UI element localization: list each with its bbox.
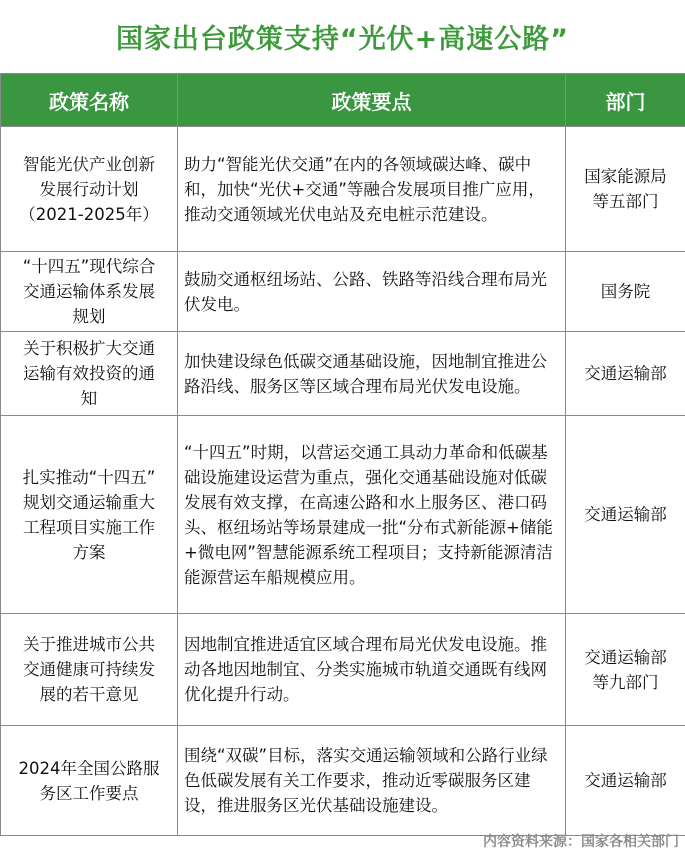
department-cell — [566, 252, 685, 332]
department: 国务院 — [600, 282, 651, 301]
header-policy-name: 政策名称 — [1, 74, 178, 127]
department-cell — [566, 726, 685, 836]
table-header-row — [1, 74, 685, 127]
policy-points-cell — [178, 726, 566, 836]
policy-name-cell — [1, 252, 178, 332]
policy-name: “十四五”现代综合 交通运输体系发展 规划 — [22, 257, 156, 326]
table-row — [1, 726, 685, 836]
department-cell — [566, 127, 685, 252]
policy-points: 加快建设绿色低碳交通基础设施，因地制宜推进公路沿线、服务区等区域合理布局光伏发电设施。 — [184, 351, 547, 396]
policy-name: 智能光伏产业创新 发展行动计划 （2021-2025年） — [19, 154, 159, 224]
department-cell — [566, 416, 685, 614]
policy-points-cell — [178, 127, 566, 252]
policy-name: 关于积极扩大交通 运输有效投资的通 知 — [23, 339, 155, 408]
table-row — [1, 252, 685, 332]
policy-points: 围绕“双碳”目标，落实交通运输领域和公路行业绿色低碳发展有关工作要求，推动近零碳服务区建设，推进服务区光伏基础设施建设。 — [184, 746, 548, 815]
policy-points: 因地制宜推进适宜区域合理布局光伏发电设施。推动各地因地制宜、分类实施城市轨道交通既有线网优化提升行动。 — [184, 635, 547, 704]
policy-points-cell — [178, 252, 566, 332]
policy-name-cell — [1, 726, 178, 836]
policy-points-cell — [178, 416, 566, 614]
source-note: 内容资料来源：国家各相关部门 — [483, 834, 679, 850]
department: 交通运输部 — [584, 364, 667, 383]
policy-name: 扎实推动“十四五” 规划交通运输重大 工程项目实施工作 方案 — [22, 467, 156, 562]
page-title: 国家出台政策支持“光伏+高速公路” — [115, 23, 570, 55]
department-cell — [566, 332, 685, 416]
policy-name-cell — [1, 127, 178, 252]
department: 国家能源局 等五部门 — [584, 167, 667, 211]
policy-name: 2024年全国公路服 务区工作要点 — [18, 758, 160, 803]
header-department: 部门 — [566, 74, 685, 127]
policy-points: “十四五”时期，以营运交通工具动力革命和低碳基础设施建设运营为重点，强化交通基础设施对低碳发展有效支撑，在高速公路和水上服务区、港口码头、枢纽场站等场景建成一批“分布式新能源+储能+微电网”智慧能源系统工程项目；支持新能源清洁能源营运车船规模应用。 — [184, 442, 553, 587]
policy-points-cell — [178, 614, 566, 726]
table-row — [1, 416, 685, 614]
department-cell — [566, 614, 685, 726]
policy-name-cell — [1, 614, 178, 726]
policy-points: 鼓励交通枢纽场站、公路、铁路等沿线合理布局光伏发电。 — [184, 269, 547, 314]
table-row — [1, 614, 685, 726]
policy-points: 助力“智能光伏交通”在内的各领域碳达峰、碳中和，加快“光伏+交通”等融合发展项目推广应用，推动交通领域光伏电站及充电桩示范建设。 — [184, 154, 545, 224]
policy-table — [0, 73, 685, 836]
policy-name: 关于推进城市公共 交通健康可持续发 展的若干意见 — [23, 635, 155, 704]
policy-points-cell — [178, 332, 566, 416]
table-row — [1, 127, 685, 252]
header-policy-points: 政策要点 — [178, 74, 566, 127]
department: 交通运输部 等九部门 — [584, 647, 667, 692]
policy-name-cell — [1, 332, 178, 416]
policy-name-cell — [1, 416, 178, 614]
table-row — [1, 332, 685, 416]
department: 交通运输部 — [584, 505, 667, 524]
department: 交通运输部 — [584, 771, 667, 790]
